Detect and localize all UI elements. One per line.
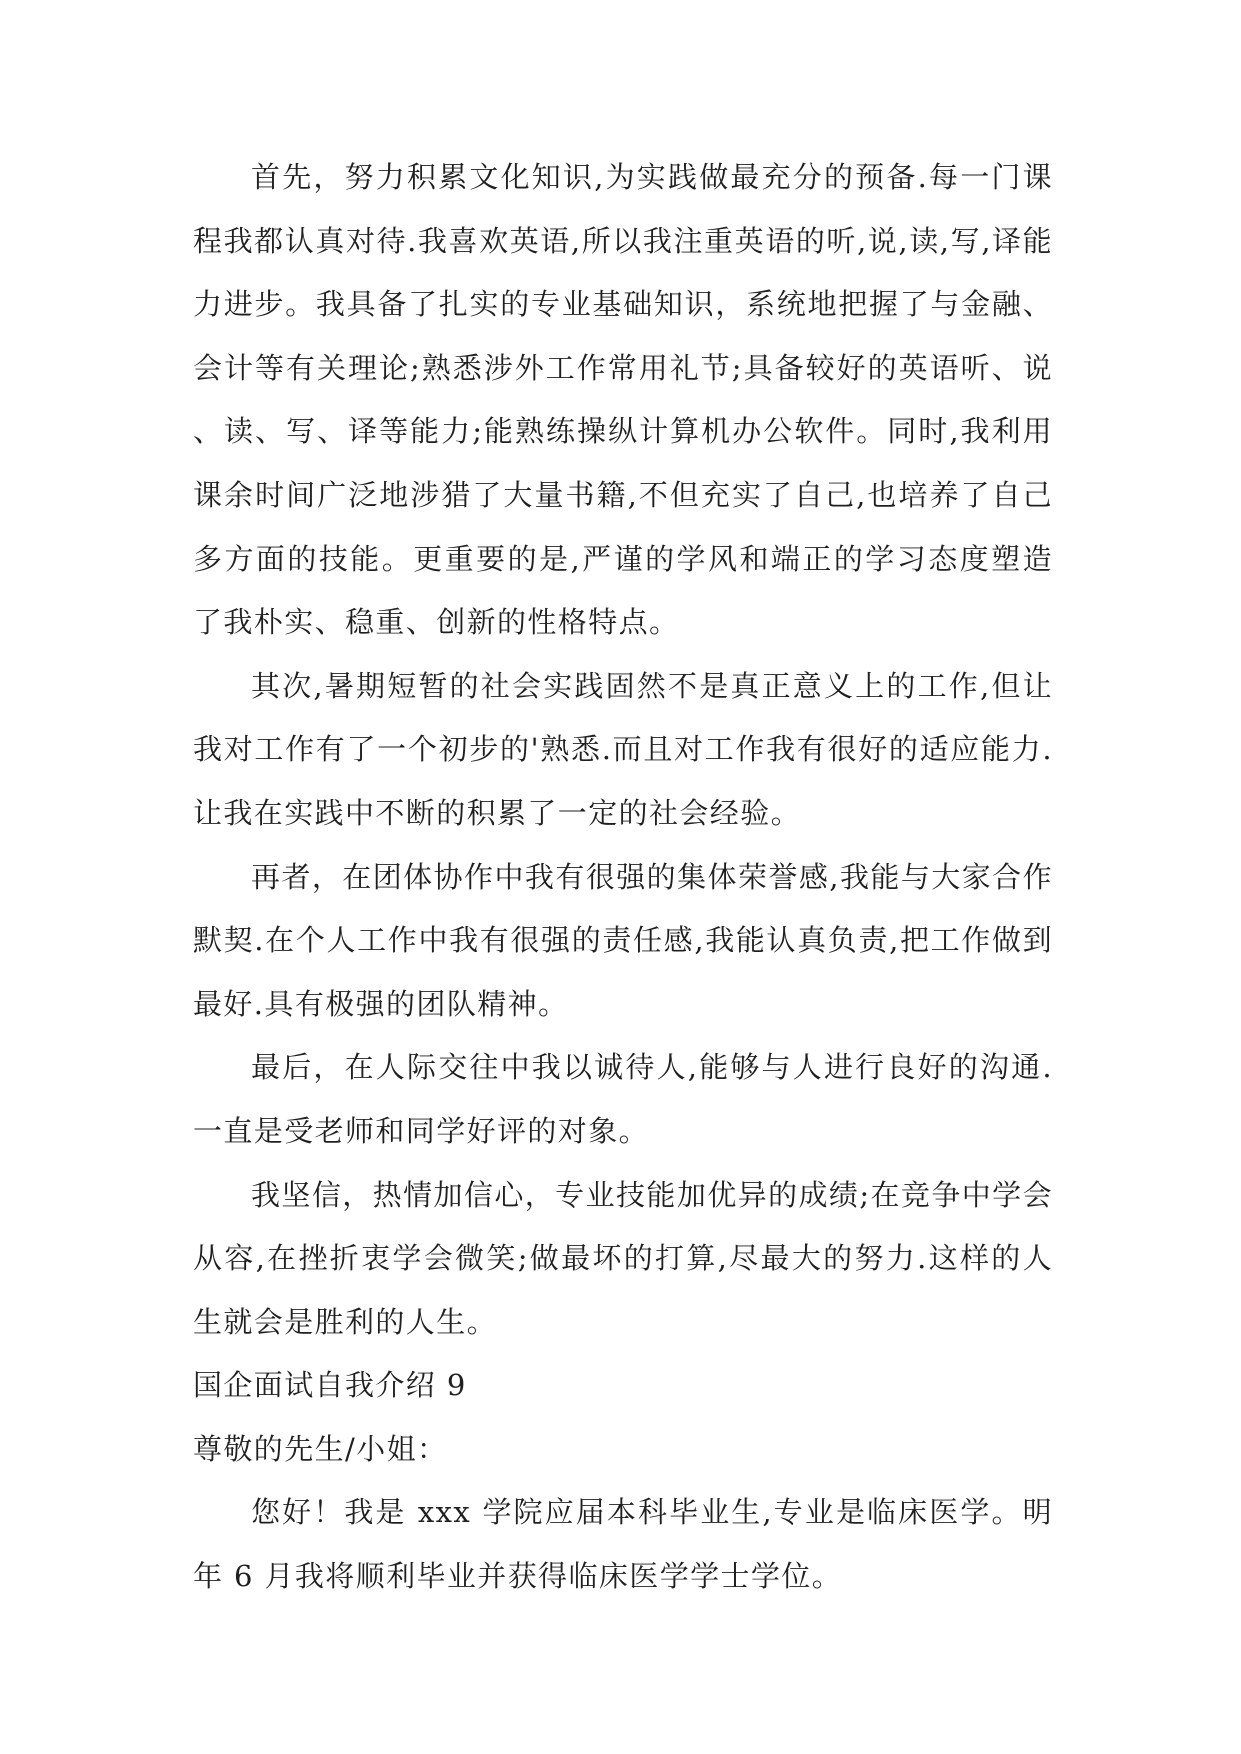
paragraph-3: 再者，在团体协作中我有很强的集体荣誉感,我能与大家合作默契.在个人工作中我有很强的责任感,我能认真负责,把工作做到最好.具有极强的团队精神。 [193, 859, 1053, 1021]
salutation: 尊敬的先生/小姐： [193, 1431, 448, 1466]
section-heading: 国企面试自我介绍 9 [193, 1368, 467, 1403]
document-page [193, 146, 1053, 1609]
paragraph-1: 首先，努力积累文化知识,为实践做最充分的预备.每一门课程我都认真对待.我喜欢英语,所以我注重英语的听,说,读,写,译能力进步。我具备了扎实的专业基础知识，系统地把握了与金融、会计等有关理论;熟悉涉外工作常用礼节;具备较好的英语听、说、读、写、译等能力;能熟练操纵计算机办公软件。同时,我利用课余时间广泛地涉猎了大量书籍,不但充实了自己,也培养了自己多方面的技能。更重要的是,严谨的学风和端正的学习态度塑造了我朴实、稳重、创新的性格特点。 [193, 160, 1053, 640]
paragraph-5: 我坚信，热情加信心，专业技能加优异的成绩;在竞争中学会从容,在挫折衷学会微笑;做最坏的打算,尽最大的努力.这样的人生就会是胜利的人生。 [193, 1177, 1053, 1339]
paragraph-4: 最后，在人际交往中我以诚待人,能够与人进行良好的沟通.一直是受老师和同学好评的对象。 [193, 1050, 1053, 1148]
paragraph-2: 其次,暑期短暂的社会实践固然不是真正意义上的工作,但让我对工作有了一个初步的'熟悉.而且对工作我有很好的适应能力.让我在实践中不断的积累了一定的社会经验。 [193, 668, 1053, 830]
intro-paragraph: 您好！我是 xxx 学院应届本科毕业生,专业是临床医学。明年 6 月我将顺利毕业并获得临床医学学士学位。 [193, 1495, 1053, 1594]
